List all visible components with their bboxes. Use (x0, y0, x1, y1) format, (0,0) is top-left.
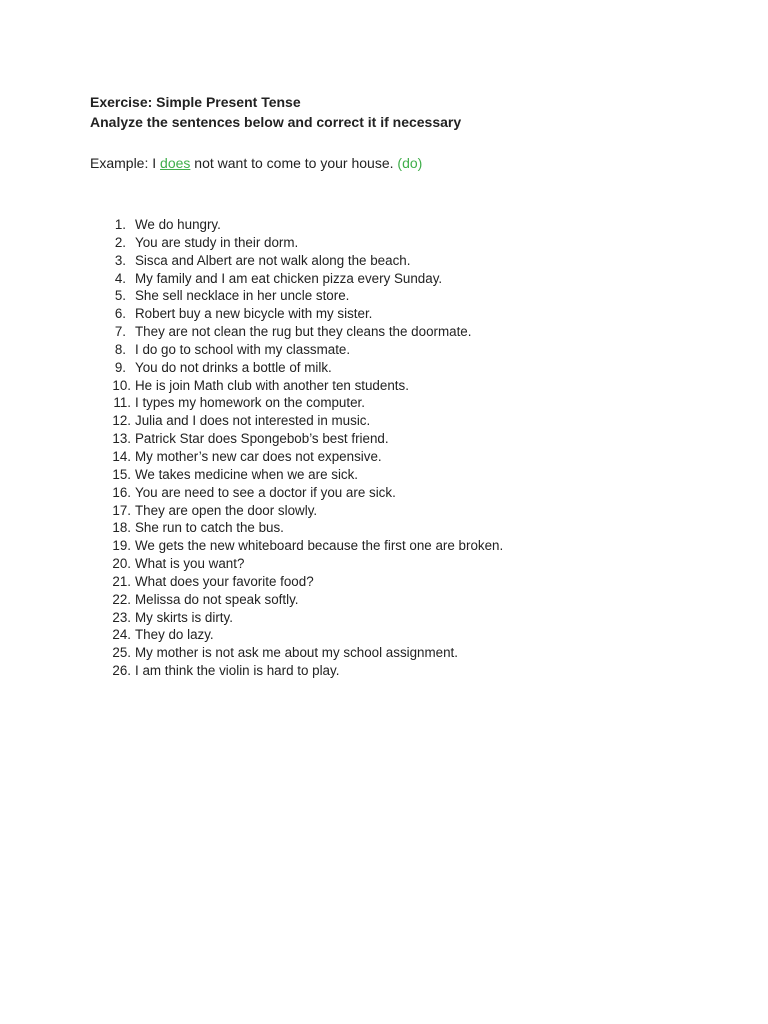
item-sentence: We takes medicine when we are sick. (135, 466, 359, 482)
item-number: 13. (112, 431, 131, 447)
item-number: 21. (112, 573, 131, 589)
exercise-title: Exercise: Simple Present Tense (90, 94, 301, 110)
item-sentence: What is you want? (135, 556, 245, 572)
item-number: 2. (114, 234, 126, 250)
item-sentence: Robert buy a new bicycle with my sister. (135, 306, 373, 322)
item-number: 19. (112, 538, 131, 554)
item-sentence: He is join Math club with another ten students. (135, 377, 409, 393)
item-number: 8. (114, 341, 126, 357)
item-sentence: My family and I am eat chicken pizza every Sunday. (135, 270, 443, 286)
item-sentence: They are open the door slowly. (135, 502, 318, 518)
item-sentence: My mother is not ask me about my school assignment. (135, 645, 458, 661)
item-sentence: Patrick Star does Spongebob’s best friend. (135, 431, 389, 447)
exercise-instructions: Analyze the sentences below and correct it if necessary (90, 114, 462, 130)
item-number: 11. (113, 395, 131, 411)
item-sentence: We do hungry. (135, 217, 221, 232)
item-number: 10. (112, 377, 131, 393)
item-sentence: I types my homework on the computer. (135, 395, 365, 411)
item-sentence: You do not drinks a bottle of milk. (135, 359, 332, 375)
item-sentence: Julia and I does not interested in music. (135, 413, 371, 429)
item-sentence: My mother’s new car does not expensive. (135, 448, 382, 464)
example-wrong-word: does (160, 155, 191, 171)
item-number: 15. (112, 466, 131, 482)
example-prefix: Example: I (90, 155, 157, 171)
item-sentence: Melissa do not speak softly. (135, 591, 299, 607)
item-sentence: Sisca and Albert are not walk along the beach. (135, 252, 411, 268)
item-number: 4. (114, 270, 126, 286)
item-number: 12. (112, 413, 131, 429)
item-number: 17. (112, 502, 131, 518)
example-sentence (90, 154, 422, 172)
item-number: 14. (112, 448, 131, 464)
item-sentence: What does your favorite food? (135, 573, 314, 589)
item-number: 26. (112, 663, 131, 679)
item-number: 25. (112, 645, 131, 661)
item-sentence: She sell necklace in her uncle store. (135, 288, 350, 304)
item-number: 1. (114, 217, 126, 232)
item-number: 16. (112, 484, 131, 500)
item-sentence: They do lazy. (135, 627, 214, 643)
item-number: 22. (112, 591, 131, 607)
item-sentence: You are need to see a doctor if you are sick. (135, 484, 396, 500)
item-sentence: We gets the new whiteboard because the first one are broken. (135, 538, 504, 554)
example-correction: (do) (397, 155, 423, 171)
item-number: 9. (114, 359, 126, 375)
item-number: 23. (112, 609, 131, 625)
item-sentence: You are study in their dorm. (135, 234, 299, 250)
item-sentence: I am think the violin is hard to play. (135, 663, 340, 679)
item-number: 20. (112, 556, 131, 572)
item-number: 3. (114, 252, 126, 268)
item-sentence: She run to catch the bus. (135, 520, 284, 536)
item-sentence: My skirts is dirty. (135, 609, 233, 625)
item-number: 24. (112, 627, 131, 643)
item-sentence: They are not clean the rug but they cleans the doormate. (135, 324, 472, 340)
example-middle: not want to come to your house. (194, 155, 394, 171)
item-number: 6. (114, 306, 126, 322)
item-number: 5. (114, 288, 126, 304)
item-number: 18. (112, 520, 131, 536)
item-number: 7. (114, 324, 126, 340)
item-sentence: I do go to school with my classmate. (135, 341, 351, 357)
